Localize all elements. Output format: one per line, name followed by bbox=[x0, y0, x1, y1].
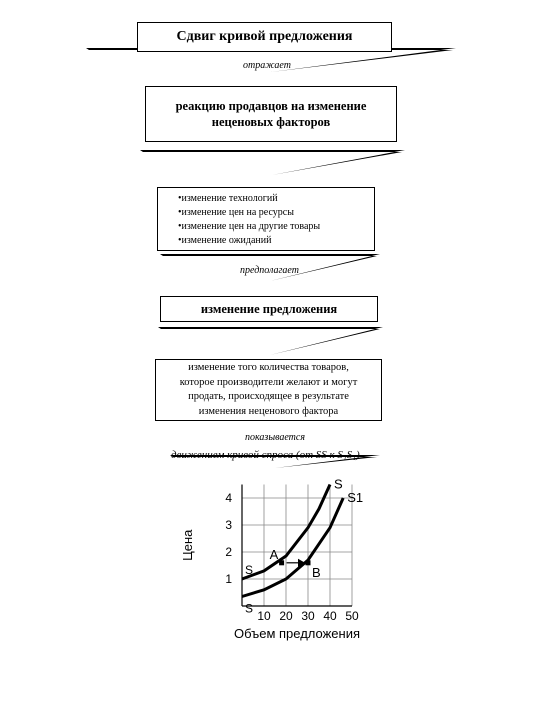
definition-line2: которое производители желают и могут bbox=[179, 376, 358, 388]
y-tick-label: 4 bbox=[225, 491, 232, 505]
caption-movement: движением кривой спроса (от SS к S₁S₁) bbox=[171, 449, 360, 461]
x-tick-label: 10 bbox=[257, 609, 271, 623]
point-label: A bbox=[269, 546, 279, 562]
point-B bbox=[306, 560, 311, 565]
point-label: B bbox=[312, 564, 321, 580]
factor-resource-prices: •изменение цен на ресурсы bbox=[178, 207, 294, 218]
connector-implies: предполагает bbox=[240, 265, 299, 276]
definition-line4: изменения неценового фактора bbox=[198, 405, 339, 417]
x-tick-label: 40 bbox=[323, 609, 337, 623]
factor-technology: •изменение технологий bbox=[178, 193, 278, 204]
definition-box bbox=[155, 359, 382, 421]
sellers-reaction-box bbox=[145, 86, 397, 142]
chevron-arrow bbox=[140, 150, 405, 175]
y-axis-label: Цена bbox=[180, 529, 195, 561]
x-axis-label: Объем предложения bbox=[233, 626, 361, 641]
y-tick-label: 1 bbox=[225, 572, 232, 586]
supply-change-title: изменение предложения bbox=[200, 301, 338, 316]
y-tick-label: 2 bbox=[225, 545, 232, 559]
curve-start-label: S bbox=[245, 601, 254, 616]
sellers-reaction-line1: реакцию продавцов на изменение bbox=[175, 99, 367, 113]
shift-title: Сдвиг кривой предложения bbox=[176, 29, 353, 44]
definition-line3: продать, происходящее в результате bbox=[188, 391, 349, 402]
curve-end-label: S bbox=[334, 478, 343, 492]
curve-end-label: S1 bbox=[347, 490, 364, 505]
point-A bbox=[279, 560, 284, 565]
y-tick-label: 3 bbox=[225, 518, 232, 532]
factor-other-goods-prices: •изменение цен на другие товары bbox=[178, 221, 321, 232]
factor-expectations: •изменение ожиданий bbox=[178, 235, 272, 246]
connector-shown: показывается bbox=[245, 432, 305, 443]
factors-list bbox=[178, 192, 320, 248]
x-tick-label: 20 bbox=[279, 609, 293, 623]
supply-change-box bbox=[160, 296, 378, 322]
x-tick-label: 50 bbox=[345, 609, 359, 623]
connector-reflects: отражает bbox=[243, 60, 291, 71]
supply-shift-chart bbox=[170, 478, 400, 648]
definition-line1: изменение того количества товаров, bbox=[188, 362, 349, 373]
x-tick-label: 30 bbox=[301, 609, 315, 623]
shift-title-box bbox=[137, 22, 392, 52]
sellers-reaction-line2: неценовых факторов bbox=[211, 115, 331, 129]
curve-start-label: S bbox=[245, 563, 254, 577]
chevron-arrow bbox=[158, 327, 383, 355]
